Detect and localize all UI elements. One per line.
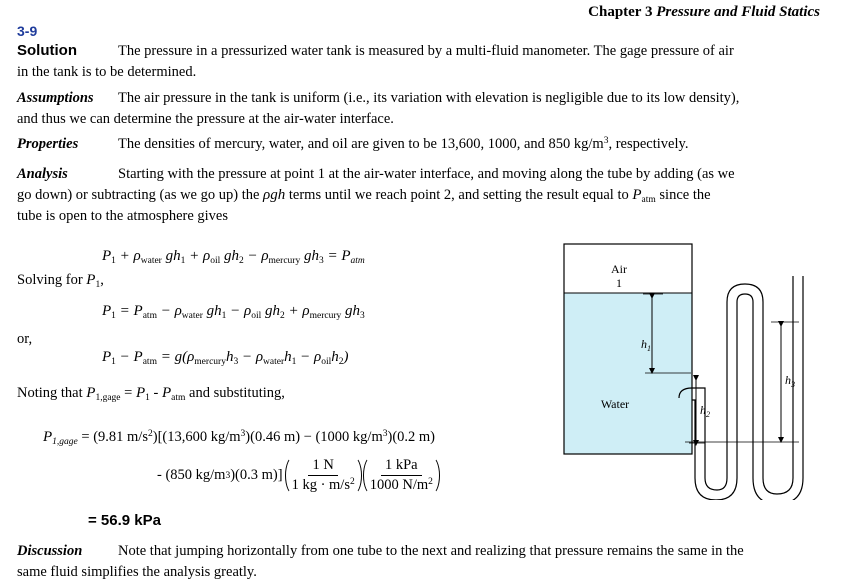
water-label: Water xyxy=(600,397,630,411)
discussion-label: Discussion xyxy=(17,543,83,559)
analysis-text-2b: terms until we reach point 2, and setting the result equal to xyxy=(288,187,629,203)
rho-g-h-term: ρgh xyxy=(263,187,286,203)
problem-number: 3-9 xyxy=(17,23,38,39)
h2-label: $h_2$ xyxy=(700,403,710,419)
p-atm-symbol: $P_{atm}$ xyxy=(632,187,656,205)
analysis-label: Analysis xyxy=(17,166,68,182)
chapter-header xyxy=(588,4,820,21)
unit-conversion-2: $\frac{\text{1 kPa}}{1000 N/m^2}$ xyxy=(363,456,440,495)
assumptions-label: Assumptions xyxy=(17,90,94,106)
analysis-text-1: Starting with the pressure at point 1 at the air-water interface, and moving along the tube by adding (as we xyxy=(118,166,735,182)
numeric-line-1: $P_{1,gage} = (9.81$ $m/s^2)[(13,600$ $kg/m^3)(0.46$ m) − (1000 $kg/m^3)(0.2$ m) xyxy=(43,429,435,447)
noting-text-a: Noting that xyxy=(17,385,83,401)
assumptions-paragraph xyxy=(17,88,821,130)
solution-text-1: The pressure in a pressurized water tank is measured by a multi-fluid manometer. The gage pressure of air xyxy=(118,43,734,59)
analysis-paragraph xyxy=(17,164,821,227)
or-text: or, xyxy=(17,331,33,347)
h3-label: $h_3$ xyxy=(785,373,795,389)
chapter-number: Chapter 3 xyxy=(588,4,653,20)
discussion-text-1: Note that jumping horizontally from one tube to the next and realizing that pressure remains the same in the xyxy=(118,543,744,559)
properties-text-a: The densities of mercury, water, and oil are given to be 13,600, 1000, and 850 kg/m xyxy=(118,136,604,152)
discussion-text-2: same fluid simplifies the analysis greatly. xyxy=(17,564,257,580)
solution-paragraph xyxy=(17,40,821,83)
assumptions-text-2: and thus we can determine the pressure at the air-water interface. xyxy=(17,111,394,127)
noting-text-b: and substituting, xyxy=(189,385,285,401)
equation-1: $P_1 + \rho_{water}$ $gh_1 + \rho_{oil}$ $gh_2 - \rho_{mercury}$ $gh_3 = P_{atm}$ xyxy=(102,248,365,266)
unit-conversion-1: $\frac{1 N}{1 kg \cdot m/s^2}$ xyxy=(285,456,362,495)
solution-text-2: in the tank is to be determined. xyxy=(17,64,197,80)
solving-for-text: Solving for xyxy=(17,272,83,288)
numeric-line-2: - (850 kg/m 3 )(0.3 m)] $\frac{1 N}{1 kg \cdot m/s^2}$ $\frac{\text{1 kPa}}{1000 N/m^2}$ xyxy=(157,456,440,495)
solution-label: Solution xyxy=(17,42,77,59)
analysis-text-2c: since the xyxy=(659,187,711,203)
manometer-figure xyxy=(555,238,810,500)
assumptions-text-1: The air pressure in the tank is uniform (i.e., its variation with elevation is negligible due to its low density), xyxy=(118,90,740,106)
result-value: = 56.9 kPa xyxy=(88,512,161,529)
equation-3: $P_1 - P_{atm} = g(\rho_{mercury}h_3 - \rho_{water}h_1 - \rho_{oil}h_2)$ xyxy=(102,349,349,367)
analysis-text-2a: go down) or subtracting (as we go up) the xyxy=(17,187,260,203)
discussion-paragraph xyxy=(17,541,821,583)
properties-label: Properties xyxy=(17,136,79,152)
solving-for-line: Solving for $P_1$, xyxy=(17,272,104,290)
properties-paragraph: Properties The densities of mercury, water, and oil are given to be 13,600, 1000, and 850 $kg/m^3$, respectively. xyxy=(17,134,821,155)
air-label: Air xyxy=(611,262,627,276)
h1-label: $h_1$ xyxy=(641,337,651,353)
chapter-title: Pressure and Fluid Statics xyxy=(656,4,820,20)
properties-text-b: , respectively. xyxy=(608,136,689,152)
tank-water xyxy=(564,293,692,454)
analysis-text-3: tube is open to the atmosphere gives xyxy=(17,208,229,224)
u-tube-inner xyxy=(692,276,803,500)
equation-2: $P_1 = P_{atm} - \rho_{water}$ $gh_1 - \rho_{oil}$ $gh_2 + \rho_{mercury}$ $gh_3$ xyxy=(102,303,365,321)
noting-line: Noting that $P_{1,gage} = P_1 - P_{atm}$ and substituting, xyxy=(17,385,285,403)
point-1-label: 1 xyxy=(616,276,622,290)
